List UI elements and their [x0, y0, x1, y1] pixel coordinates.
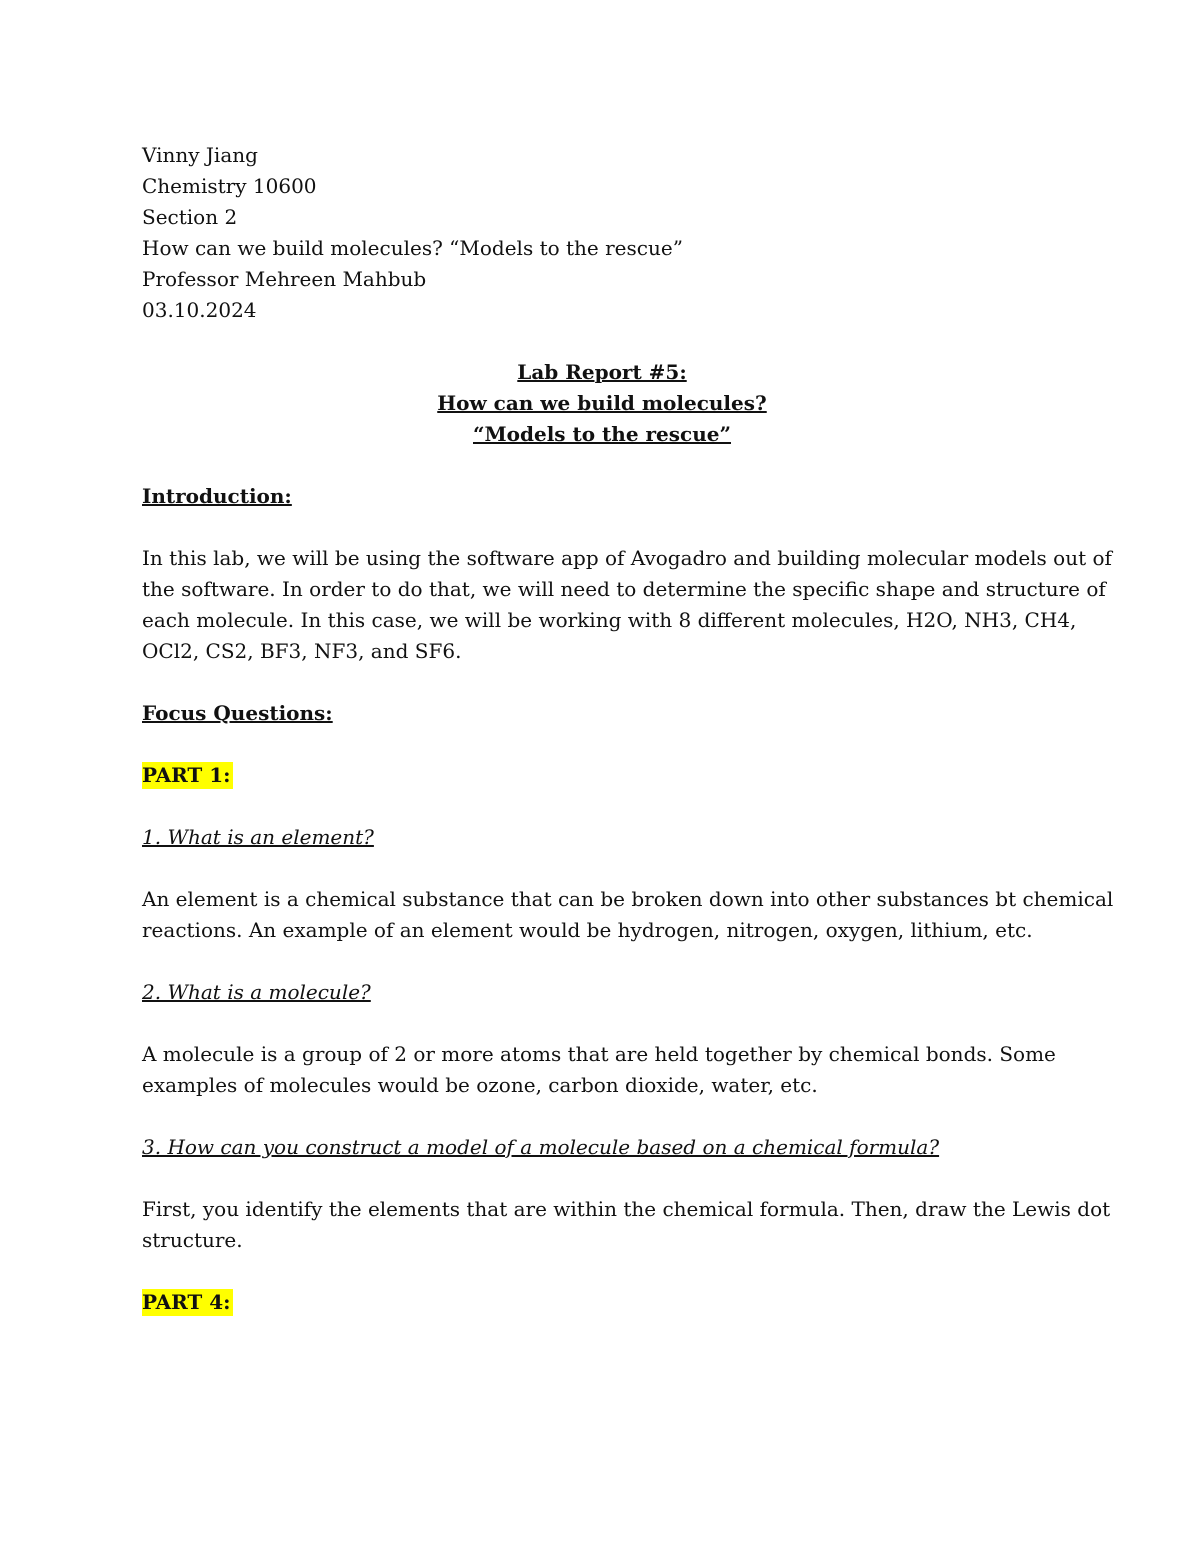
report-title-line2: How can we build molecules? — [437, 391, 767, 415]
document-page — [142, 140, 1114, 1318]
section-number: Section 2 — [142, 205, 238, 229]
author-name: Vinny Jiang — [142, 143, 258, 167]
answer-1-line: reactions. An example of an element would be hydrogen, nitrogen, oxygen, lithium, etc. — [142, 918, 1033, 942]
answer-1-line: An element is a chemical substance that can be broken down into other substances bt chemical — [142, 887, 1114, 911]
answer-2-line: examples of molecules would be ozone, carbon dioxide, water, etc. — [142, 1073, 818, 1097]
introduction-line: In this lab, we will be using the software app of Avogadro and building molecular models out of — [142, 546, 1112, 570]
answer-2-line: A molecule is a group of 2 or more atoms that are held together by chemical bonds. Some — [142, 1042, 1056, 1066]
answer-3-line: First, you identify the elements that are within the chemical formula. Then, draw the Lewis dot — [142, 1197, 1111, 1221]
introduction-heading: Introduction: — [142, 484, 292, 508]
course-name: Chemistry 10600 — [142, 174, 317, 198]
report-date: 03.10.2024 — [142, 298, 257, 322]
question-3: 3. How can you construct a model of a molecule based on a chemical formula? — [142, 1135, 940, 1159]
report-title-line1: Lab Report #5: — [517, 360, 687, 384]
part1-label: PART 1: — [142, 763, 231, 787]
part4-label: PART 4: — [142, 1290, 231, 1314]
question-1: 1. What is an element? — [142, 825, 374, 849]
introduction-line: each molecule. In this case, we will be working with 8 different molecules, H2O, NH3, CH4, — [142, 608, 1077, 632]
professor-name: Professor Mehreen Mahbub — [142, 267, 427, 291]
report-title-line3: “Models to the rescue” — [473, 422, 731, 446]
introduction-line: OCl2, CS2, BF3, NF3, and SF6. — [142, 639, 462, 663]
focus-questions-heading: Focus Questions: — [142, 701, 333, 725]
question-2: 2. What is a molecule? — [142, 980, 371, 1004]
introduction-line: the software. In order to do that, we will need to determine the specific shape and structure of — [142, 577, 1106, 601]
answer-3-line: structure. — [142, 1228, 243, 1252]
lab-title-line: How can we build molecules? “Models to the rescue” — [142, 236, 683, 260]
